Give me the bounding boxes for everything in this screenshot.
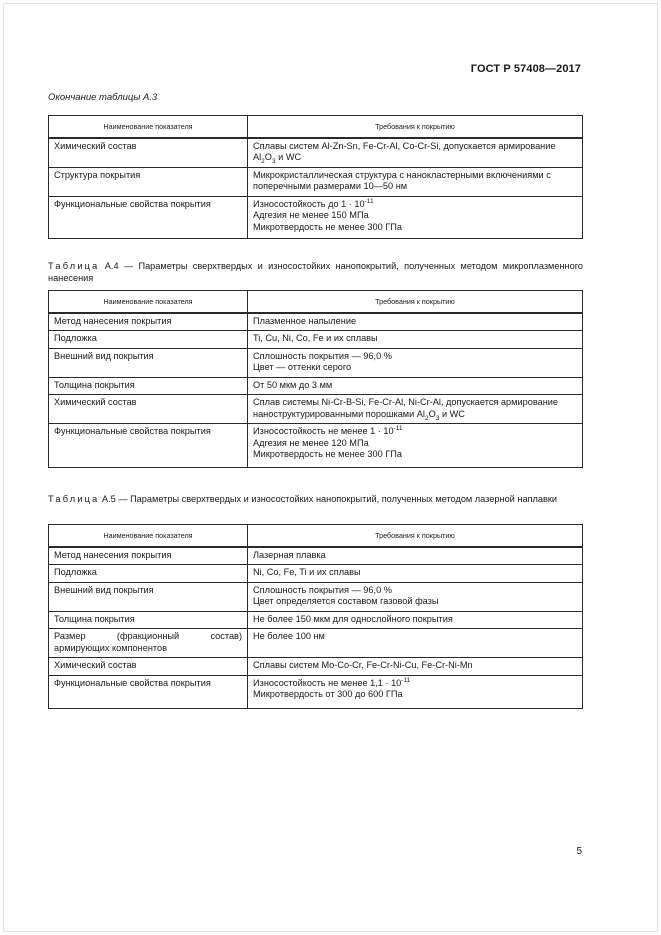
row-name: Химический состав [49,658,248,676]
table-row [49,377,583,395]
table-row [49,167,583,196]
table-row [49,138,583,168]
row-requirement: Износостойкость не менее $1,1 \cdot 10^{-11}$ Микротвердость от 300 до 600 ГПа [248,675,583,708]
header-col-requirement: Требования к покрытию [248,525,583,547]
table-header-row [49,291,583,313]
row-name: Функциональные свойства покрытия [49,196,248,238]
row-requirement: Сплав системы Ni-Cr-B-Si, Fe-Cr-Al, Ni-Cr-Al, допускается армирование наноструктурированными порошками $Al_2O_3$ и WC [248,395,583,424]
table-row [49,196,583,238]
row-requirement: От 50 мкм до 3 мм [248,377,583,395]
row-requirement: Не более 100 нм [248,629,583,658]
table-row [49,424,583,468]
row-name: Размер (фракционный состав) армирующих компонентов [49,629,248,658]
row-requirement: Износостойкость до $1 \cdot 10^{-11}$ Адгезия не менее 150 МПа Микротвердость не менее 300 ГПа [248,196,583,238]
row-requirement: Лазерная плавка [248,547,583,565]
table-row [49,582,583,611]
header-col-requirement: Требования к покрытию [248,116,583,138]
row-name: Метод нанесения покрытия [49,547,248,565]
row-name: Химический состав [49,395,248,424]
row-requirement: Сплошность покрытия — 96,0 % Цвет — оттенки серого [248,348,583,377]
table-row [49,395,583,424]
row-requirement: Сплавы систем Mo-Co-Cr, Fe-Cr-Ni-Cu, Fe-Cr-Ni-Mn [248,658,583,676]
row-name: Метод нанесения покрытия [49,313,248,331]
row-requirement: Ni, Co, Fe, Ti и их сплавы [248,565,583,583]
row-requirement: Плазменное напыление [248,313,583,331]
row-name: Функциональные свойства покрытия [49,424,248,468]
table-row [49,565,583,583]
table-header-row [49,116,583,138]
header-col-name: Наименование показателя [49,116,248,138]
table-a4-caption: Таблица А.4 — Параметры сверхтвердых и износостойких нанопокрытий, полученных методом микроплазменного нанесения [48,261,583,283]
table-row [49,611,583,629]
row-requirement: Микрокристаллическая структура с нанокластерными включениями с поперечными размерами 10—50 нм [248,167,583,196]
row-name: Толщина покрытия [49,377,248,395]
row-name: Структура покрытия [49,167,248,196]
row-name: Внешний вид покрытия [49,348,248,377]
table-row [49,629,583,658]
table-header-row [49,525,583,547]
table-row [49,547,583,565]
row-requirement: Сплавы систем Al-Zn-Sn, Fe-Cr-Al, Co-Cr-Si, допускается армирование $Al_2O_3$ и WC [248,138,583,168]
row-requirement: Сплошность покрытия — 96,0 % Цвет определяется составом газовой фазы [248,582,583,611]
row-name: Внешний вид покрытия [49,582,248,611]
table-row [49,675,583,708]
row-name: Подложка [49,565,248,583]
row-requirement: Ti, Cu, Ni, Co, Fe и их сплавы [248,331,583,349]
table-a5 [48,524,583,709]
header-col-name: Наименование показателя [49,291,248,313]
header-col-requirement: Требования к покрытию [248,291,583,313]
table-a3-continuation-label: Окончание таблицы А.3 [48,92,158,103]
document-code: ГОСТ Р 57408—2017 [470,63,581,75]
row-name: Функциональные свойства покрытия [49,675,248,708]
table-row [49,313,583,331]
header-col-name: Наименование показателя [49,525,248,547]
row-name: Подложка [49,331,248,349]
page-number: 5 [576,846,582,857]
table-row [49,331,583,349]
row-requirement: Не более 150 мкм для однослойного покрытия [248,611,583,629]
table-a3 [48,115,583,239]
row-name: Толщина покрытия [49,611,248,629]
table-a5-caption: Таблица А.5 — Параметры сверхтвердых и износостойких нанопокрытий, полученных методом лазерной наплавки [48,494,558,504]
table-row [49,348,583,377]
table-row [49,658,583,676]
row-requirement: Износостойкость не менее $1 \cdot 10^{-11}$ Адгезия не менее 120 МПа Микротвердость не менее 300 ГПа [248,424,583,468]
row-name: Химический состав [49,138,248,168]
table-a4 [48,290,583,468]
